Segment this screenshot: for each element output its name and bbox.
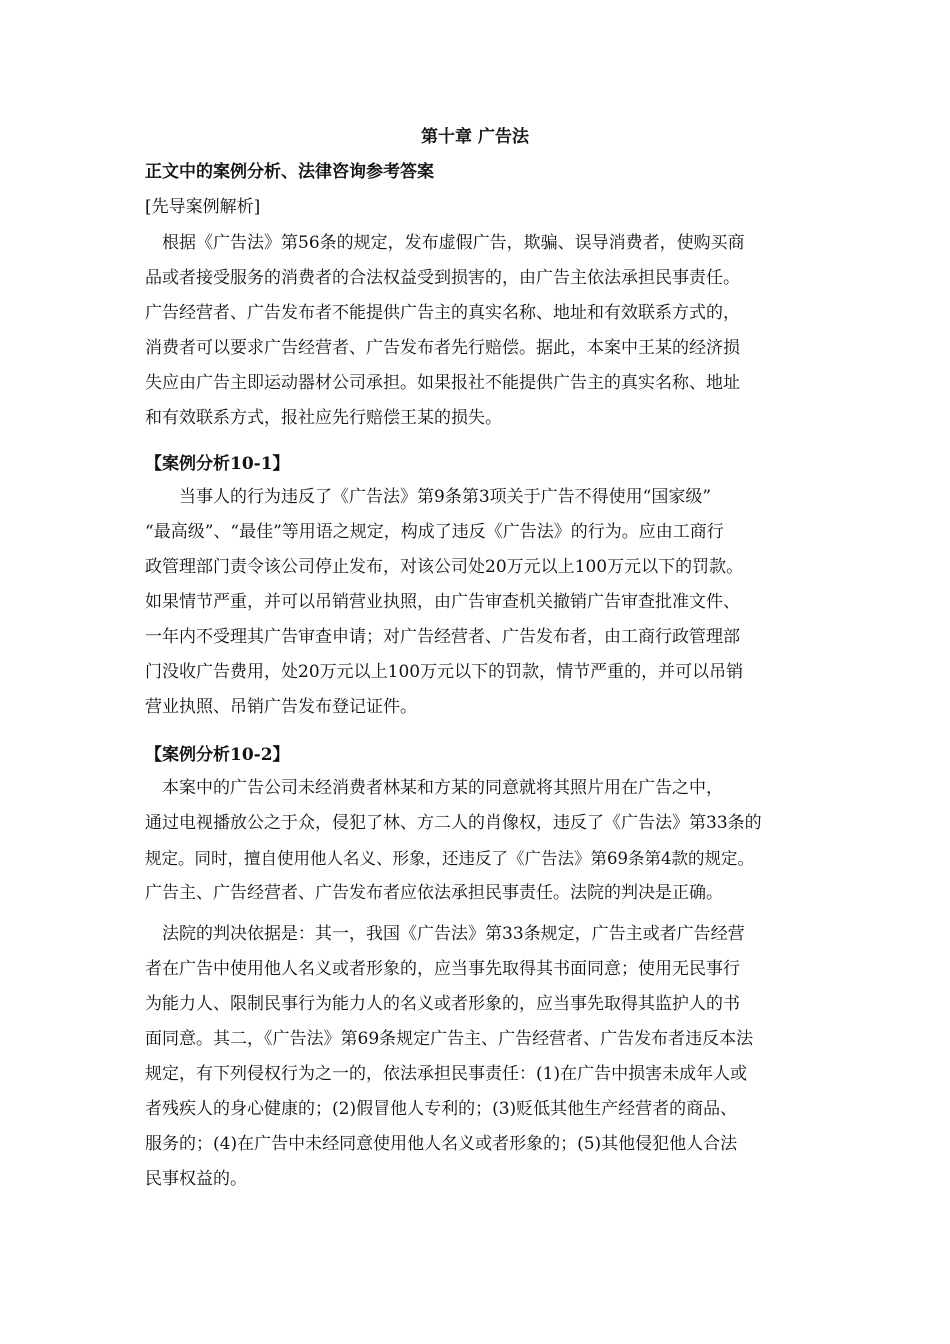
case-10-1-paragraph bbox=[145, 480, 825, 725]
text-line: 营业执照、吊销广告发布登记证件。 bbox=[145, 697, 417, 717]
lead-case-paragraph bbox=[145, 226, 825, 436]
section-title: 正文中的案例分析、法律咨询参考答案 bbox=[145, 162, 434, 182]
text-line: 广告主、广告经营者、广告发布者应依法承担民事责任。法院的判决是正确。 bbox=[145, 883, 723, 903]
text-line: 服务的；(4)在广告中未经同意使用他人名义或者形象的；(5)其他侵犯他人合法 bbox=[145, 1134, 738, 1154]
case-10-2-basis-paragraph bbox=[145, 917, 825, 1197]
lead-case-heading: [先导案例解析] bbox=[145, 197, 261, 217]
text-line: 本案中的广告公司未经消费者林某和方某的同意就将其照片用在广告之中， bbox=[145, 778, 723, 798]
text-line: 者在广告中使用他人名义或者形象的，应当事先取得其书面同意；使用无民事行 bbox=[145, 959, 740, 979]
text-line: 广告经营者、广告发布者不能提供广告主的真实名称、地址和有效联系方式的， bbox=[145, 303, 740, 323]
text-line: 规定，有下列侵权行为之一的，依法承担民事责任：(1)在广告中损害未成年人或 bbox=[145, 1064, 748, 1084]
case-10-2-heading: 【案例分析10-2】 bbox=[145, 745, 290, 765]
text-line: 政管理部门责令该公司停止发布，对该公司处20万元以上100万元以下的罚款。 bbox=[145, 557, 744, 577]
text-line: 规定。同时，擅自使用他人名义、形象，还违反了《广告法》第69条第4款的规定。 bbox=[145, 849, 754, 868]
text-line: 消费者可以要求广告经营者、广告发布者先行赔偿。据此，本案中王某的经济损 bbox=[145, 338, 740, 358]
text-line: 根据《广告法》第56条的规定，发布虚假广告，欺骗、误导消费者，使购买商 bbox=[145, 233, 745, 253]
text-line: 当事人的行为违反了《广告法》第9条第3项关于广告不得使用“国家级” bbox=[145, 487, 712, 507]
chapter-title: 第十章 广告法 bbox=[421, 127, 529, 147]
text-line: 如果情节严重，并可以吊销营业执照，由广告审查机关撤销广告审查批准文件、 bbox=[145, 592, 740, 612]
text-line: 通过电视播放公之于众，侵犯了林、方二人的肖像权，违反了《广告法》第33条的 bbox=[145, 813, 762, 833]
case-10-1-heading: 【案例分析10-1】 bbox=[145, 454, 290, 474]
text-line: 失应由广告主即运动器材公司承担。如果报社不能提供广告主的真实名称、地址 bbox=[145, 373, 740, 393]
text-line: 法院的判决依据是：其一，我国《广告法》第33条规定，广告主或者广告经营 bbox=[145, 924, 745, 944]
text-line: 品或者接受服务的消费者的合法权益受到损害的，由广告主依法承担民事责任。 bbox=[145, 268, 740, 288]
case-10-2-paragraph bbox=[145, 771, 825, 911]
text-line: 一年内不受理其广告审查申请；对广告经营者、广告发布者，由工商行政管理部 bbox=[145, 627, 740, 647]
text-line: 者残疾人的身心健康的；(2)假冒他人专利的；(3)贬低其他生产经营者的商品、 bbox=[145, 1099, 738, 1119]
text-line: 民事权益的。 bbox=[145, 1169, 247, 1189]
text-line: 面同意。其二，《广告法》第69条规定广告主、广告经营者、广告发布者违反本法 bbox=[145, 1029, 754, 1049]
text-line: “最高级”、“最佳”等用语之规定，构成了违反《广告法》的行为。应由工商行 bbox=[145, 522, 724, 542]
text-line: 门没收广告费用，处20万元以上100万元以下的罚款，情节严重的，并可以吊销 bbox=[145, 662, 744, 682]
text-line: 为能力人、限制民事行为能力人的名义或者形象的，应当事先取得其监护人的书 bbox=[145, 994, 740, 1014]
text-line: 和有效联系方式，报社应先行赔偿王某的损失。 bbox=[145, 408, 502, 428]
